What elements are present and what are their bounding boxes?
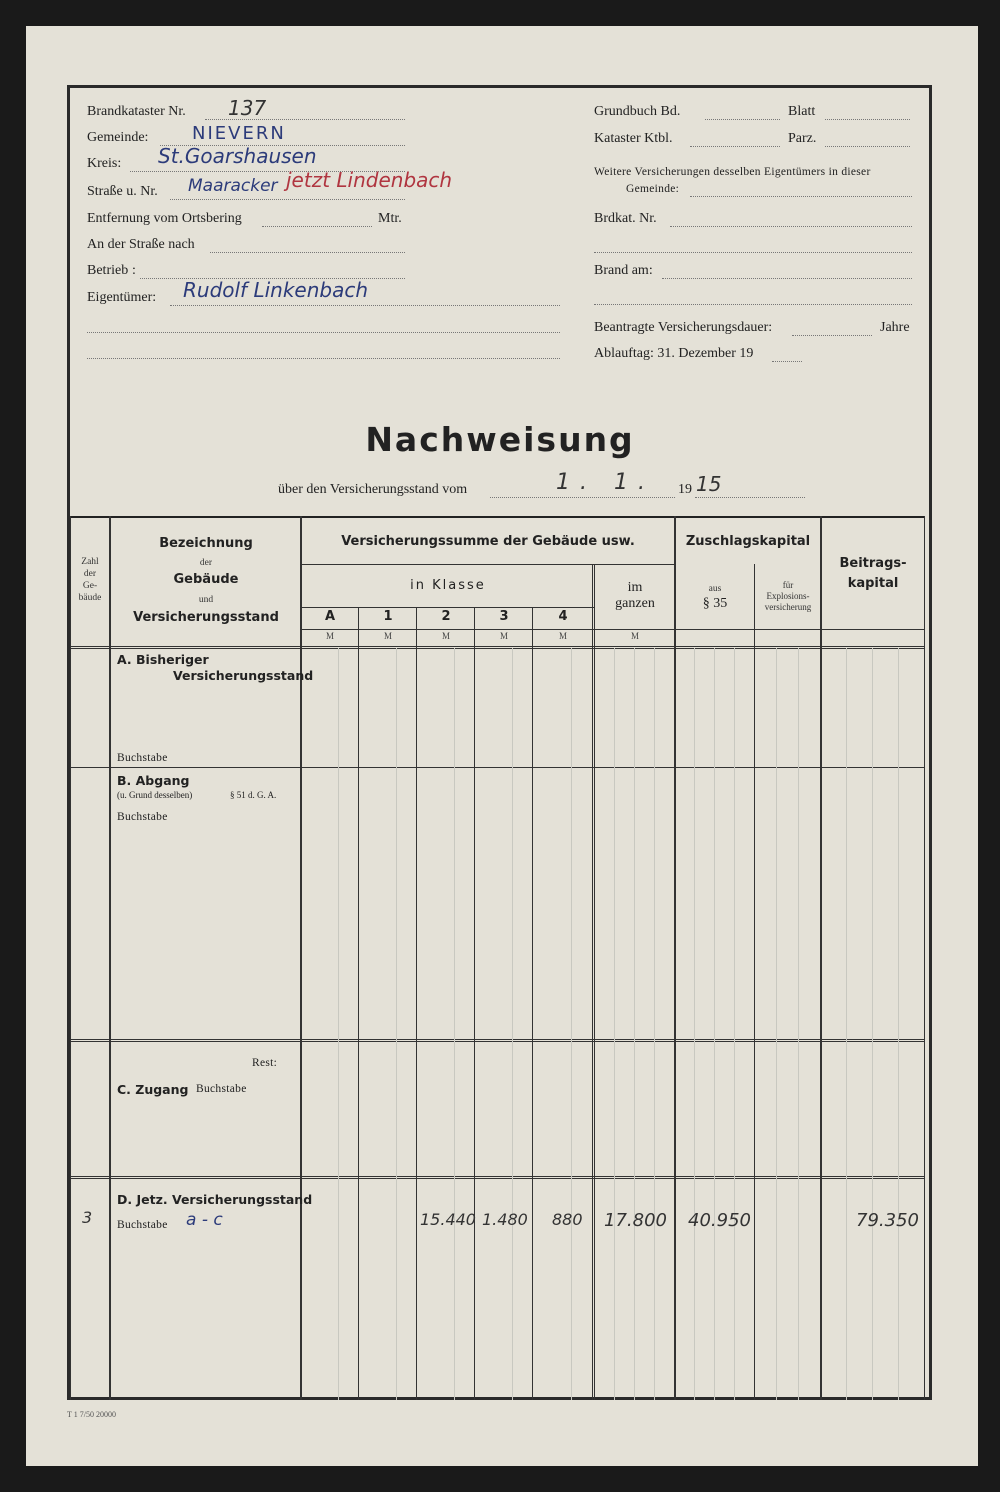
subtitle-year-prefix: 19 [678, 482, 692, 497]
klasse-a: A [324, 609, 336, 624]
blatt-label: Blatt [788, 104, 816, 119]
kataster-label: Kataster Ktbl. [594, 131, 673, 146]
eigentuemer-value: Rudolf Linkenbach [183, 278, 369, 302]
row-d-klasse-2: 15.440 [420, 1210, 476, 1229]
kreis-label: Kreis: [87, 156, 122, 171]
col-versicherungssumme: Versicherungssumme der Gebäude usw. [341, 534, 635, 549]
rest-label: Rest: [252, 1057, 278, 1069]
document-title: Nachweisung [365, 420, 635, 459]
section-b-sub: (u. Grund desselben) [117, 790, 193, 800]
section-c-title: C. Zugang [117, 1082, 189, 1097]
betrieb-label: Betrieb [87, 263, 129, 278]
brandkataster-label: Brandkataster Nr. [87, 104, 186, 119]
entfernung-label: Entfernung vom Ortsbering [87, 211, 242, 226]
in-klasse: in Klasse [410, 578, 486, 593]
dauer-label: Beantragte Versicherungsdauer: [594, 320, 773, 335]
section-d-buchstabe: Buchstabe [117, 1219, 168, 1231]
footer-code: T 1 7/50 20000 [67, 1410, 116, 1419]
section-a-title: A. Bisheriger [117, 652, 209, 667]
subtitle-date: 1. 1. [556, 470, 655, 495]
eigentuemer-label: Eigentümer: [87, 290, 157, 305]
row-d-klasse-4: 880 [552, 1210, 583, 1229]
section-b-title: B. Abgang [117, 773, 190, 788]
row-d-zahl: 3 [82, 1208, 93, 1227]
fuer-explosion: für Explosions- versicherung [764, 580, 812, 612]
gemeinde-label: Gemeinde: [87, 130, 149, 145]
row-d-im-ganzen: 17.800 [604, 1210, 667, 1231]
col-versicherungsstand: Versicherungsstand [133, 610, 279, 625]
an-strasse-label: An der Straße nach [87, 237, 195, 252]
subtitle-label: über den Versicherungsstand vom [278, 482, 468, 497]
entfernung-unit: Mtr. [378, 211, 402, 226]
section-d-buchstabe-value: a - c [186, 1210, 223, 1230]
section-b-buchstabe: Buchstabe [117, 811, 168, 823]
ablauf-label: Ablauftag: 31. Dezember 19 [594, 346, 754, 361]
row-d-beitragskapital: 79.350 [856, 1210, 919, 1231]
grundbuch-label: Grundbuch Bd. [594, 104, 681, 119]
brand-label: Brand am: [594, 263, 653, 278]
row-d-aus-35: 40.950 [688, 1210, 751, 1231]
kreis-value: St.Goarshausen [158, 144, 317, 168]
aus-35: § 35 [702, 596, 728, 611]
strasse-value: Maaracker [188, 176, 278, 196]
section-a-buchstabe: Buchstabe [117, 752, 168, 764]
weitere-label-2: Gemeinde: [626, 183, 680, 195]
klasse-1: 1 [383, 609, 393, 624]
gemeinde-value: NIEVERN [192, 123, 286, 144]
klasse-2: 2 [441, 609, 451, 624]
klasse-4: 4 [558, 609, 568, 624]
section-b-para: § 51 d. G. A. [230, 790, 277, 800]
section-c-buchstabe: Buchstabe [196, 1083, 247, 1095]
im-ganzen: im ganzen [615, 580, 655, 611]
brdkat-label: Brdkat. Nr. [594, 211, 657, 226]
row-d-klasse-3: 1.480 [482, 1210, 528, 1229]
col-zuschlag: Zuschlagskapital [685, 534, 811, 549]
strasse-label: Straße u. Nr. [87, 184, 158, 199]
section-a-title-2: Versicherungsstand [173, 668, 314, 683]
col-zahl-header: Zahl der Ge- bäude [78, 557, 102, 603]
klasse-3: 3 [499, 609, 509, 624]
strasse-value-red: jetzt Lindenbach [286, 168, 453, 192]
dauer-unit: Jahre [880, 320, 910, 335]
brandkataster-value: 137 [228, 96, 267, 120]
parz-label: Parz. [788, 131, 817, 146]
subtitle-year: 15 [696, 472, 722, 496]
weitere-label: Weitere Versicherungen desselben Eigentümers in dieser [594, 166, 871, 178]
section-d-title: D. Jetz. Versicherungsstand [117, 1192, 313, 1207]
col-bezeichnung-title: Bezeichnung [159, 536, 253, 551]
col-gebaeude: Gebäude [173, 572, 239, 587]
col-beitragskapital: Beitrags- kapital [839, 556, 907, 591]
